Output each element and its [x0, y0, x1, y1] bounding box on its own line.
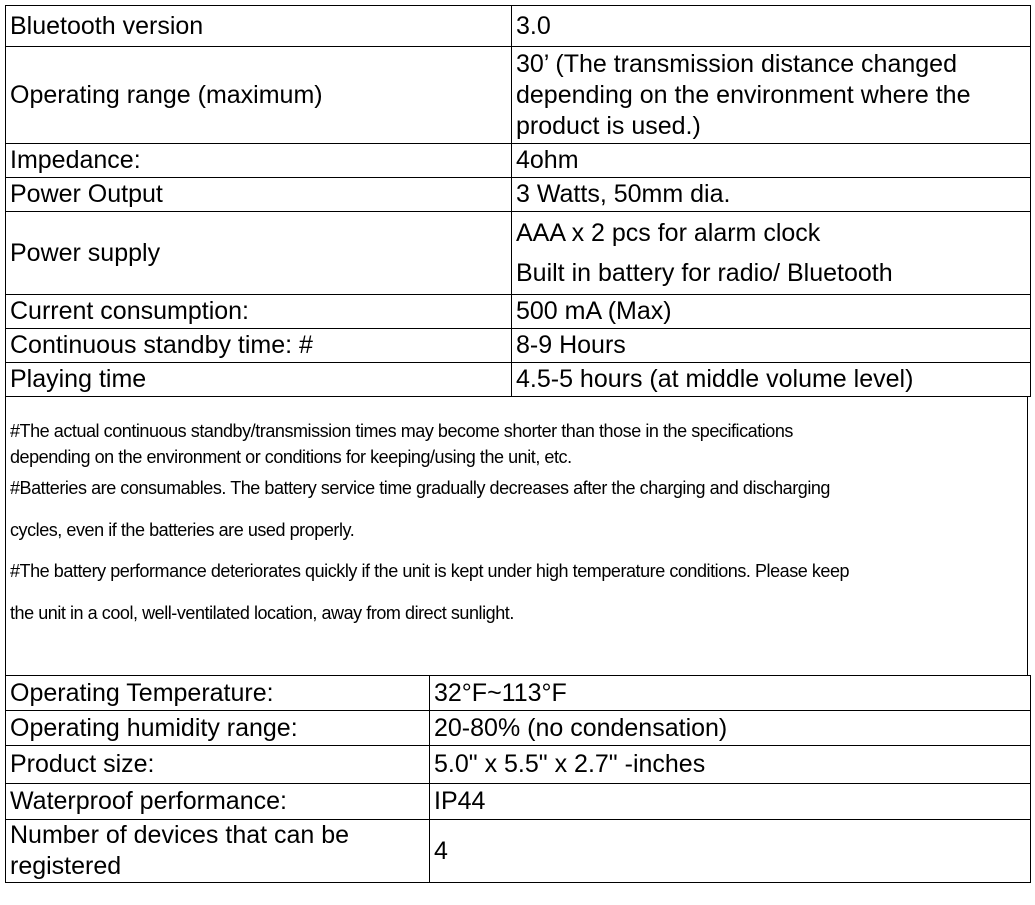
spec-table-top	[5, 5, 1031, 397]
spec-label: Power Output	[6, 178, 512, 212]
spec-value-line: Built in battery for radio/ Bluetooth	[516, 259, 893, 287]
spec-label: Impedance:	[6, 144, 512, 178]
spec-row	[6, 144, 1031, 178]
spec-label: Waterproof performance:	[6, 784, 430, 820]
spec-row	[6, 212, 1031, 295]
spec-row	[6, 47, 1031, 144]
spec-row	[6, 711, 1031, 746]
spec-value: 3.0	[512, 6, 1031, 47]
spec-row	[6, 746, 1031, 784]
note-line: cycles, even if the batteries are used properly.	[10, 520, 355, 540]
spec-label: Number of devices that can be registered	[6, 820, 430, 883]
spec-value	[512, 212, 1031, 295]
spec-row	[6, 329, 1031, 363]
spec-value: 8-9 Hours	[512, 329, 1031, 363]
notes-block	[5, 397, 1028, 675]
spec-value: 4.5-5 hours (at middle volume level)	[512, 363, 1031, 397]
spec-value: 4ohm	[512, 144, 1031, 178]
spec-value: 30’ (The transmission distance changed depending on the environment where the product is used.)	[512, 47, 1031, 144]
spec-row	[6, 784, 1031, 820]
spec-value: 32°F~113°F	[430, 676, 1031, 711]
spec-row	[6, 676, 1031, 711]
note-line: #The actual continuous standby/transmission times may become shorter than those in the specifications	[10, 421, 793, 441]
spec-table-bottom	[5, 675, 1031, 883]
spec-value: 20-80% (no condensation)	[430, 711, 1031, 746]
spec-label: Power supply	[6, 212, 512, 295]
spec-label: Current consumption:	[6, 295, 512, 329]
spec-row	[6, 6, 1031, 47]
spec-label: Operating Temperature:	[6, 676, 430, 711]
spec-value: 3 Watts, 50mm dia.	[512, 178, 1031, 212]
spec-value: 500 mA (Max)	[512, 295, 1031, 329]
spec-row	[6, 178, 1031, 212]
note-line: #Batteries are consumables. The battery service time gradually decreases after the charging and discharging	[10, 478, 830, 498]
spec-label: Product size:	[6, 746, 430, 784]
spec-label: Continuous standby time: #	[6, 329, 512, 363]
spec-row	[6, 820, 1031, 883]
spec-label: Operating humidity range:	[6, 711, 430, 746]
note-line: depending on the environment or conditions for keeping/using the unit, etc.	[10, 447, 572, 467]
spec-value-line: AAA x 2 pcs for alarm clock	[516, 219, 821, 247]
spec-row	[6, 295, 1031, 329]
spec-value: 5.0" x 5.5" x 2.7" -inches	[430, 746, 1031, 784]
note-line: the unit in a cool, well-ventilated location, away from direct sunlight.	[10, 603, 514, 623]
spec-label: Bluetooth version	[6, 6, 512, 47]
spec-value: IP44	[430, 784, 1031, 820]
spec-sheet	[5, 5, 1030, 883]
note-line: #The battery performance deteriorates quickly if the unit is kept under high temperature conditions. Please keep	[10, 561, 850, 581]
spec-row	[6, 363, 1031, 397]
spec-value: 4	[430, 820, 1031, 883]
spec-label: Playing time	[6, 363, 512, 397]
spec-label: Operating range (maximum)	[6, 47, 512, 144]
